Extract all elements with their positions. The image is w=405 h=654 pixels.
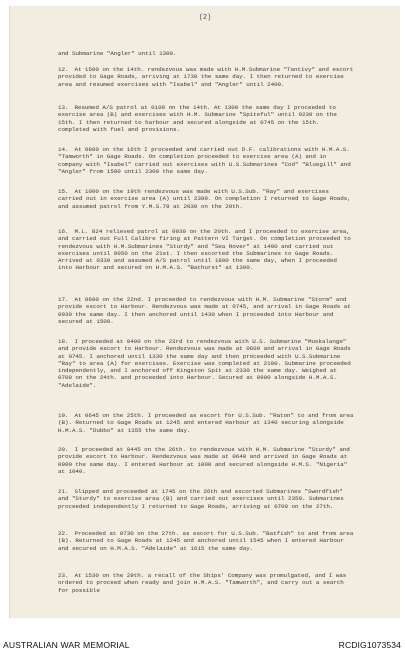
paragraph-text: I proceeded at 0400 on the 23rd to rendezvous with U.S. Submarine "Muskalange" and provide escort to Harbour. Rendezvous was made at 0600 and arrival in Gage Roads at 0745. I anchored until 1330 the same day and then proceeded with U.S.Submarine "Ray" to area (A) for exercises. Exercise was completed at 2100. Submarine proceeded independently, and I anchored off Kingston Spit at 2330 the same day. Weighed at 0700 on the 24th. and proceeded into Harbour. Secured at 0900 alongside H.M.A.S. "Adelaide". xyxy=(58,338,351,389)
paragraph-text: At 0645 on the 25th. I proceeded as escort for U.S.Sub. "Raton" to and from area (B). Returned to Gage Roads at 1245 and entered Harbour at 1340 securing alongside H.M.A.S. "Dubbo" at 1355 the same day. xyxy=(58,412,354,434)
paragraph-number: 13. xyxy=(58,104,69,111)
page-number: (2) xyxy=(198,14,212,22)
paragraph-21 xyxy=(58,488,354,510)
paragraph-text: At 1000 on the 19th rendezvous was made with U.S.Sub. "Ray" and exercises carried out in exercise area (A) until 2300. On completion I returned to Gage Roads, and assumed patrol from Y.M.S.79 at 2030 on the 20th. xyxy=(58,188,351,210)
footer-institution: AUSTRALIAN WAR MEMORIAL xyxy=(3,640,130,650)
paragraph-number: 21. xyxy=(58,488,69,495)
document-page xyxy=(9,6,400,618)
paragraph-continuation xyxy=(58,50,354,57)
paragraph-16 xyxy=(58,228,354,272)
paragraph-text: Slipped and proceeded at 1745 on the 26th and escorted Submarines "Swordfish" and "Sturdy" to exercise area (B) and carried out exercises until 2359. Submarines proceeded independently I returned to Gage Roads, arriving at 0700 on the 27th. xyxy=(58,488,344,510)
footer-record-id: RCDIG1073534 xyxy=(338,640,401,650)
paragraph-text: I proceeded at 0445 on the 26th. to rendezvous with H.M. Submarine "Sturdy" and provide escort to Harbour. Rendezvous was made at 0640 and arrived in Gage Roads at 0900 the same day. I entered Harbour at 1000 and secured alongside H.M.S. "Nigeria" at 1040. xyxy=(58,446,350,475)
paragraph-14 xyxy=(58,146,354,175)
paragraph-number: 17. xyxy=(58,296,69,303)
paragraph-22 xyxy=(58,530,354,552)
paragraph-number: 23. xyxy=(58,572,69,579)
paragraph-number: 16. xyxy=(58,228,69,235)
paragraph-20 xyxy=(58,446,354,475)
paragraph-18 xyxy=(58,338,354,389)
paragraph-17 xyxy=(58,296,354,325)
paragraph-number: 22. xyxy=(58,530,69,537)
paragraph-15 xyxy=(58,188,354,210)
paragraph-number: 20. xyxy=(58,446,69,453)
paragraph-text: At 1500 on the 14th. rendezvous was made with H.M.Submarine "Tantivy" and escort provided to Gage Roads, arriving at 1730 the same day. I then returned to exercise area and resumed exercises with "Isabel" and "Angler" until 2400. xyxy=(58,66,354,88)
paragraph-number: 15. xyxy=(58,188,69,195)
paragraph-number: 18. xyxy=(58,338,69,345)
paragraph-number: 12. xyxy=(58,66,69,73)
paragraph-19 xyxy=(58,412,354,434)
paragraph-number: 14. xyxy=(58,146,69,153)
paragraph-text: Resumed A/S patrol at 0100 on the 14th. At 1300 the same day I proceeded to exercise area (B) and exercises with H.M. Submarine "Spiteful" until 0230 on the 15th. I then returned to harbour and secured alongside at 0745 on the 15th. completed with fuel and provisions. xyxy=(58,104,337,133)
paragraph-12 xyxy=(58,66,354,88)
paragraph-text: At 1530 on the 29th. a recall of the Ships' Company was promulgated, and I was ordered to proceed when ready and join H.M.A.S. "Tamworth", and carry out a search for possible xyxy=(58,572,347,594)
paragraph-number: 19. xyxy=(58,412,69,419)
paragraph-text: At 0800 on the 16th I proceeded and carried out D.F. calibrations with H.M.A.S. "Tamworth" in Gage Roads. On completion proceeded to exercise area (A) and in company with "Isabel" carried out exercises with U.S.Submarines "Cod" "Bluegill" and "Angler" from 1500 until 2300 the same day. xyxy=(58,146,351,175)
paragraph-text: and Submarine "Angler" until 1300. xyxy=(58,50,177,57)
paragraph-text: Proceeded at 0730 on the 27th. as escort for U.S.Sub. "Batfish" to and from area (B). Returned to Gage Roads at 1245 and anchored until 1545 when I entered Harbour and secured on H.M.A.S. "Adelaide" at 1615 the same day. xyxy=(58,530,354,552)
paragraph-23 xyxy=(58,572,354,594)
paragraph-text: M.L. 824 relieved patrol at 0930 on the 20th. and I proceeded to exercise area, and carried out Full Calibre firing at Pattern VI Target. On completion proceeded to rendezvous with H.M.Submarines "Sturdy" and "Sea Rover" at 1400 and carried out exercises until 0050 on the 21st. I then escorted the Submarines to Gage Roads. Arrived at 0330 and assumed A/S patrol until 1800 the same day, when I proceeded into Harbour and secured on H.M.A.S. "Bathurst" at 1300. xyxy=(58,228,351,272)
paragraph-text: At 0600 on the 22nd. I proceeded to rendezvous with H.M. Submarine "Storm" and provide escort to Harbour. Rendezvous was made at 0745, and arrival in Gage Roads at 0930 the same day. I then anchored until 1430 when I proceeded into Harbour and secured at 1500. xyxy=(58,296,351,325)
paragraph-13 xyxy=(58,104,354,133)
